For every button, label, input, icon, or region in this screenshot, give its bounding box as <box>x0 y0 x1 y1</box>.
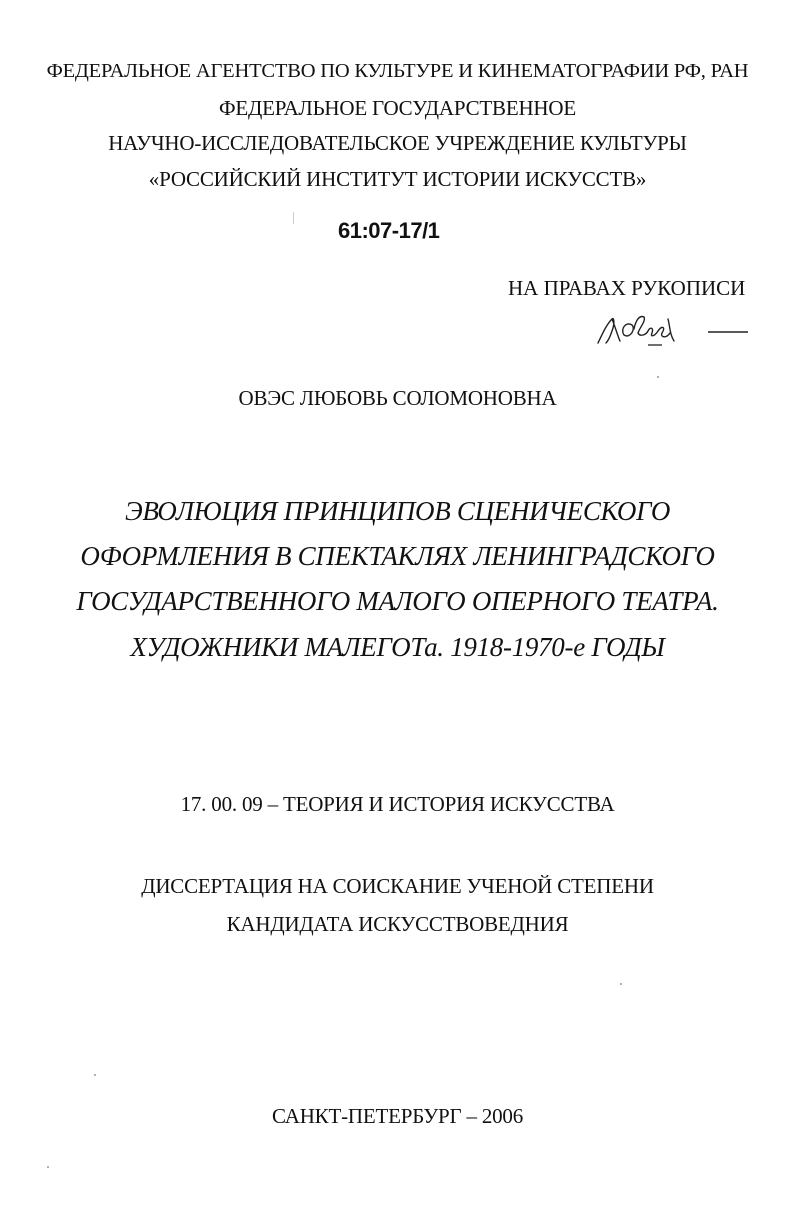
degree-line-1: ДИССЕРТАЦИЯ НА СОИСКАНИЕ УЧЕНОЙ СТЕПЕНИ <box>141 874 654 898</box>
scan-speck <box>620 983 622 985</box>
specialty: 17. 00. 09 – ТЕОРИЯ И ИСТОРИЯ ИСКУССТВА <box>180 792 615 816</box>
header-line-4: «РОССИЙСКИЙ ИНСТИТУТ ИСТОРИИ ИСКУССТВ» <box>148 167 647 191</box>
title-line-4: ХУДОЖНИКИ МАЛЕГОТа. 1918-1970-е ГОДЫ <box>130 632 665 662</box>
author-name: ОВЭС ЛЮБОВЬ СОЛОМОНОВНА <box>238 386 557 410</box>
scan-speck <box>47 1166 49 1168</box>
footer-city-year: САНКТ-ПЕТЕРБУРГ – 2006 <box>271 1104 524 1128</box>
author-signature <box>590 305 760 355</box>
title-line-1: ЭВОЛЮЦИЯ ПРИНЦИПОВ СЦЕНИЧЕСКОГО <box>124 496 671 526</box>
header-line-3: НАУЧНО-ИССЛЕДОВАТЕЛЬСКОЕ УЧРЕЖДЕНИЕ КУЛЬТУРЫ <box>108 131 687 155</box>
scan-speck <box>657 376 659 378</box>
rights-note: НА ПРАВАХ РУКОПИСИ <box>508 276 746 300</box>
header-line-1: ФЕДЕРАЛЬНОЕ АГЕНТСТВО ПО КУЛЬТУРЕ И КИНЕМАТОГРАФИИ РФ, РАН <box>46 60 749 82</box>
header-line-2: ФЕДЕРАЛЬНОЕ ГОСУДАРСТВЕННОЕ <box>219 96 576 120</box>
scan-mark <box>293 212 294 224</box>
catalog-code: 61:07-17/1 <box>338 218 440 243</box>
title-line-2: ОФОРМЛЕНИЯ В СПЕКТАКЛЯХ ЛЕНИНГРАДСКОГО <box>80 541 715 571</box>
degree-line-2: КАНДИДАТА ИСКУССТВОВЕДНИЯ <box>226 912 569 936</box>
title-line-3: ГОСУДАРСТВЕННОГО МАЛОГО ОПЕРНОГО ТЕАТРА. <box>76 586 719 616</box>
scan-speck <box>94 1074 96 1076</box>
